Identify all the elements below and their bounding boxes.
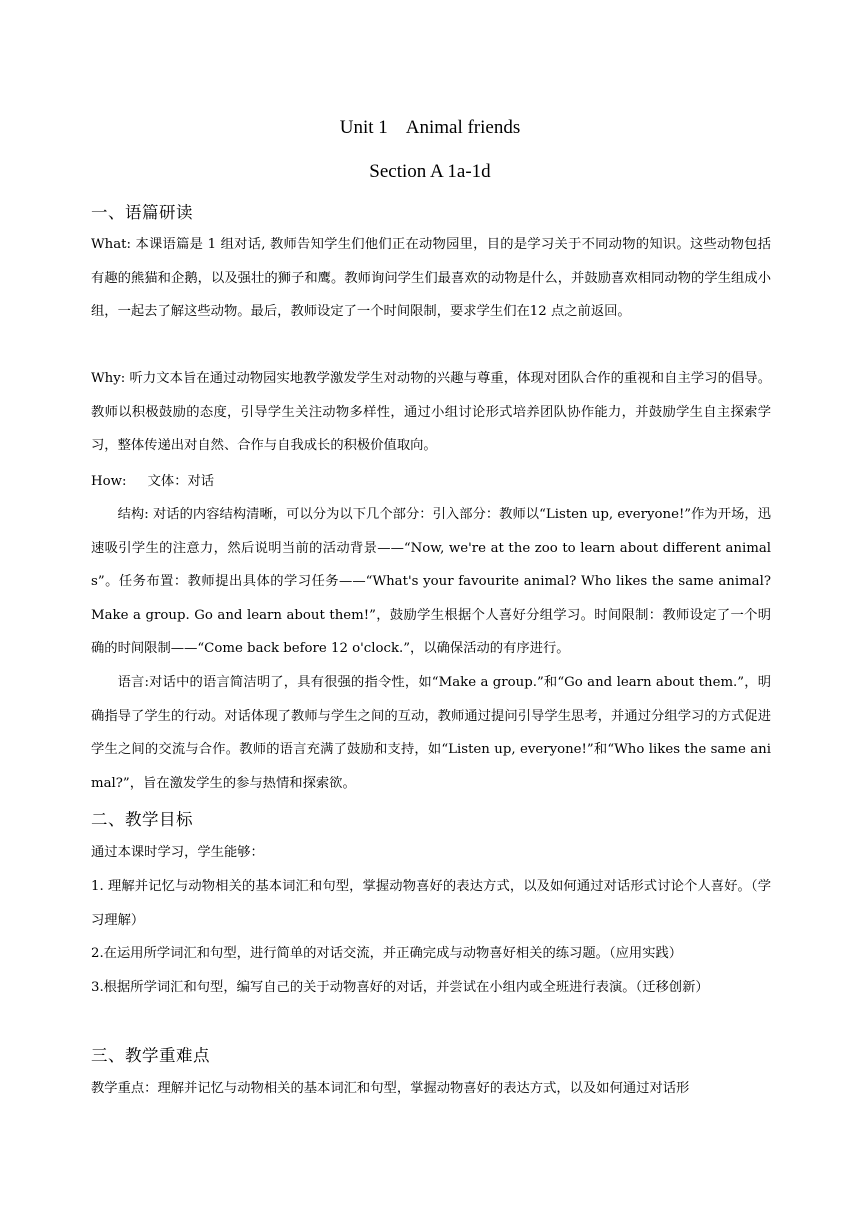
why-paragraph: Why: 听力文本旨在通过动物园实地教学激发学生对动物的兴趣与尊重，体现对团队合作的重视和自主学习的倡导。教师以积极鼓励的态度，引导学生关注动物多样性，通过小组讨论形式培养团队协作能力，并鼓励学生自主探索学习，整体传递出对自然、合作与自我成长的积极价值取向。 [91,371,771,454]
section-heading-teaching-goals: 二、教学目标 [91,810,193,829]
section-heading-text-analysis: 一、语篇研读 [91,203,193,222]
section-heading-key-points: 三、教学重难点 [91,1046,210,1065]
goals-intro: 通过本课时学习，学生能够： [91,845,264,860]
language-paragraph: 语言:对话中的语言简洁明了，具有很强的指令性，如“Make a group.”和“Go and learn about them.”，明确指导了学生的行动。对话体现了教师与学生之间的互动，教师通过提问引导学生思考，并通过分组学习的方式促进学生之间的交流与合作。教师的语言充满了鼓励和支持，如“Listen up, everyone!”和“Who likes the same animal?”，旨在激发学生的参与热情和探索欲。 [91,675,771,791]
document-title: Unit 1 Animal friends [339,117,521,138]
how-line: How: 文体：对话 [91,474,215,489]
document-subtitle: Section A 1a-1d [369,161,491,182]
goal-item-1: 1. 理解并记忆与动物相关的基本词汇和句型，掌握动物喜好的表达方式，以及如何通过对话形式讨论个人喜好。（学习理解） [91,879,771,928]
structure-paragraph: 结构: 对话的内容结构清晰，可以分为以下几个部分：引入部分：教师以“Listen up, everyone!”作为开场，迅速吸引学生的注意力，然后说明当前的活动背景——“Now, we're at the zoo to learn about different animals”。任务布置：教师提出具体的学习任务——“What's your favourite animal? Who likes the same animal? Make a group. Go and learn about them!”，鼓励学生根据个人喜好分组学习。时间限制：教师设定了一个明确的时间限制——“Come back before 12 o'clock.”，以确保活动的有序进行。 [91,507,771,657]
what-paragraph: What: 本课语篇是 1 组对话, 教师告知学生们他们正在动物园里，目的是学习关于不同动物的知识。这些动物包括有趣的熊猫和企鹅，以及强壮的狮子和鹰。教师询问学生们最喜欢的动物是什么，并鼓励喜欢相同动物的学生组成小组，一起去了解这些动物。最后，教师设定了一个时间限制，要求学生们在12 点之前返回。 [91,237,771,320]
goal-item-2: 2.在运用所学词汇和句型，进行简单的对话交流，并正确完成与动物喜好相关的练习题。（应用实践） [91,946,683,961]
key-points-paragraph: 教学重点：理解并记忆与动物相关的基本词汇和句型，掌握动物喜好的表达方式，以及如何通过对话形 [91,1081,690,1096]
goal-item-3: 3.根据所学词汇和句型，编写自己的关于动物喜好的对话，并尝试在小组内或全班进行表演。（迁移创新） [91,980,709,995]
